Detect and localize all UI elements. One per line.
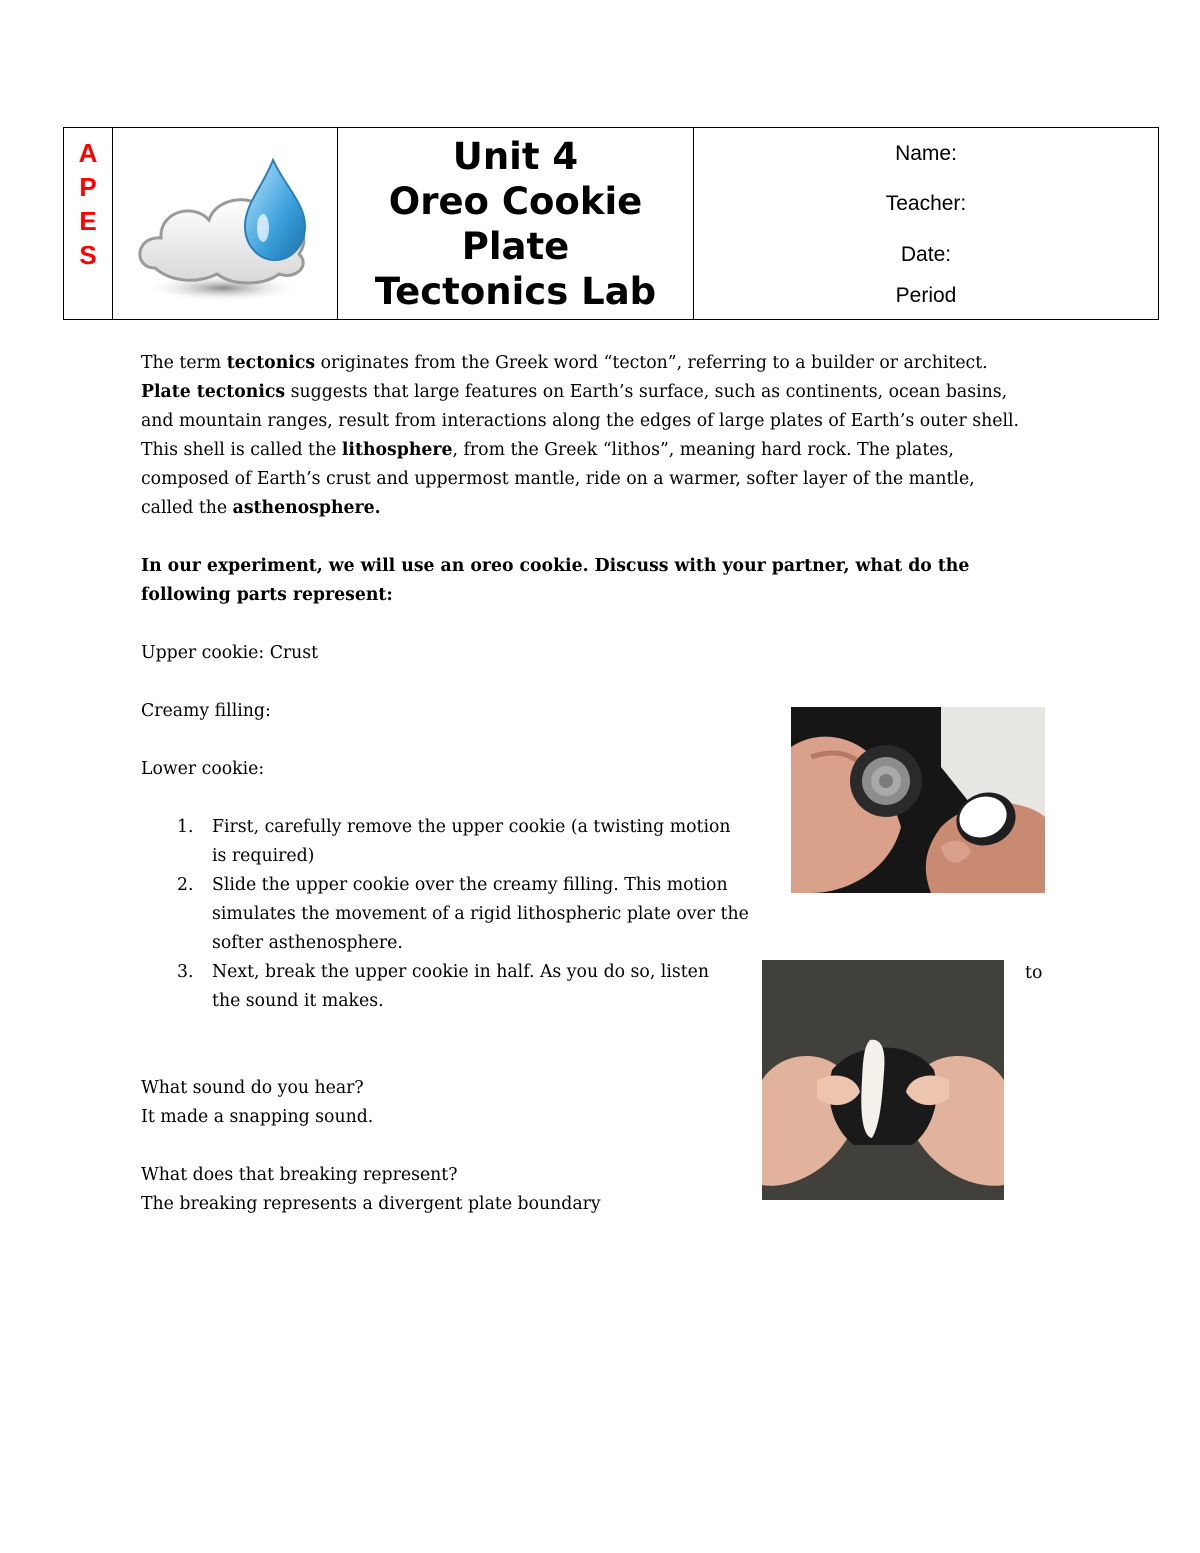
title-line-1: Unit 4	[452, 134, 579, 178]
procedure-step: 3. Next, break the upper cookie in half. As you do so, listen the sound it makes.	[177, 962, 710, 1011]
intro-line: This shell is called the lithosphere, from the Greek “lithos”, meaning hard rock. The plates,	[141, 440, 954, 460]
apes-letter-p: P	[79, 172, 97, 202]
prompt-line: In our experiment, we will use an oreo cookie. Discuss with your partner, what do the	[141, 556, 970, 576]
student-info-cell	[694, 128, 1158, 319]
cloud-water-drop-icon	[113, 128, 338, 318]
header-table	[63, 127, 1159, 320]
title-line-3: Plate	[461, 224, 570, 268]
title-line-4: Tectonics Lab	[374, 269, 657, 313]
hands-twisting-oreo-photo	[791, 707, 1045, 893]
question-text: What does that breaking represent?	[141, 1165, 458, 1185]
intro-line: and mountain ranges, result from interactions along the edges of large plates of Earth’s outer shell.	[141, 411, 1019, 431]
hands-breaking-oreo-photo	[762, 960, 1004, 1200]
title-cell	[338, 128, 694, 319]
intro-line: called the asthenosphere.	[141, 498, 381, 518]
intro-line: composed of Earth’s crust and uppermost mantle, ride on a warmer, softer layer of the mantle,	[141, 469, 975, 489]
apes-letter-a: A	[78, 138, 98, 168]
period-field: Period	[895, 284, 957, 307]
title-line-2: Oreo Cookie	[388, 179, 643, 223]
intro-line: Plate tectonics suggests that large features on Earth’s surface, such as continents, ocean basins,	[141, 382, 1008, 402]
procedure-step: 1. First, carefully remove the upper cookie (a twisting motion is required)	[177, 817, 731, 866]
question-text: What sound do you hear?	[141, 1078, 364, 1098]
answer-text: The breaking represents a divergent plate boundary	[141, 1194, 601, 1214]
apes-column	[64, 128, 113, 319]
teacher-field: Teacher:	[885, 192, 967, 215]
lower-cookie-label: Lower cookie:	[141, 759, 265, 779]
intro-line: The term tectonics originates from the Greek word “tecton”, referring to a builder or architect.	[141, 353, 988, 373]
date-field: Date:	[900, 243, 952, 266]
creamy-filling-label: Creamy filling:	[141, 701, 271, 721]
upper-cookie-label: Upper cookie: Crust	[141, 643, 319, 663]
name-field: Name:	[895, 142, 957, 165]
logo-cell	[113, 128, 338, 319]
prompt-line: following parts represent:	[141, 585, 393, 605]
step3-trailing-word: to	[1025, 963, 1043, 983]
apes-letter-e: E	[79, 206, 97, 236]
answer-text: It made a snapping sound.	[141, 1107, 374, 1127]
apes-letter-s: S	[79, 240, 97, 270]
procedure-step: 2. Slide the upper cookie over the creamy filling. This motion simulates the movement of a rigid lithospheric plate over the softer asthenosphere.	[177, 875, 749, 953]
